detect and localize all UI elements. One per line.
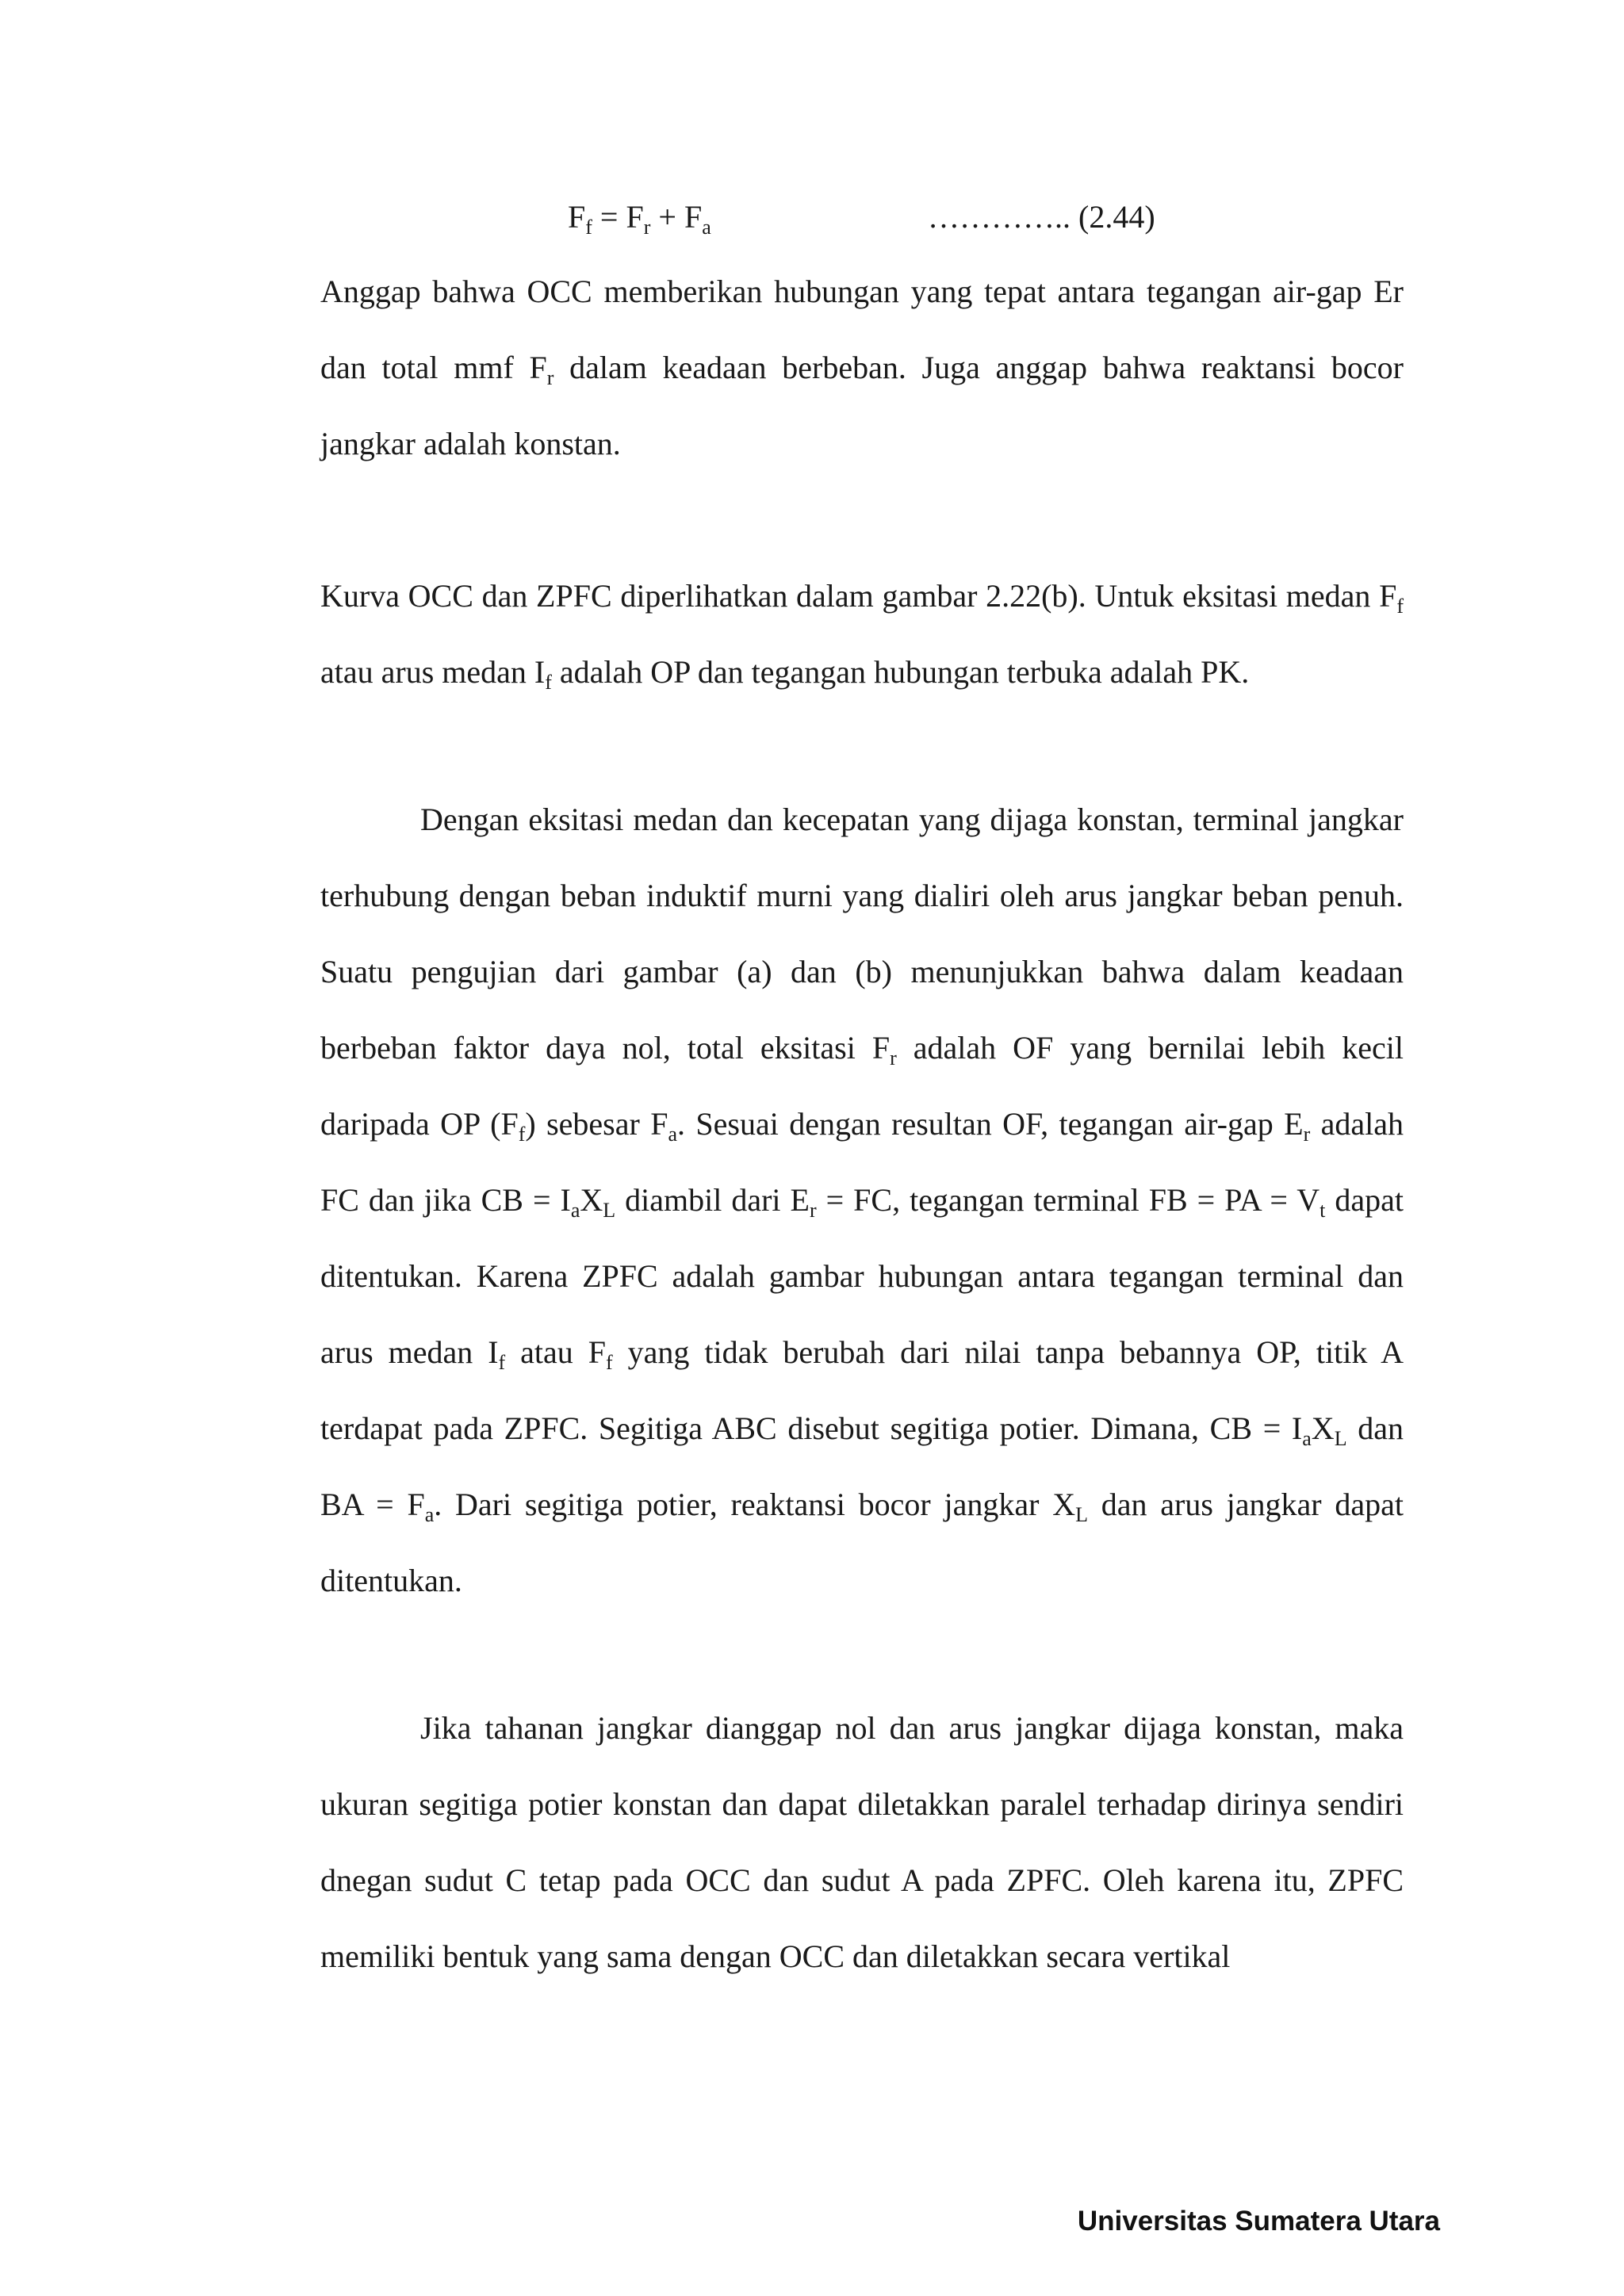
eq-text: F	[568, 199, 586, 235]
eq-subscript: a	[702, 216, 711, 239]
subscript: r	[546, 366, 554, 389]
equation-2-44	[568, 193, 1170, 241]
text-run: dalam keadaan berbeban. Juga anggap bahwa reaktansi bocor jangkar adalah konstan.	[320, 350, 1404, 461]
subscript: r	[890, 1047, 897, 1070]
equation-number: ………….. (2.44)	[928, 199, 1155, 235]
text-run: atau F	[505, 1334, 607, 1370]
text-run: . Dari segitiga potier, reaktansi bocor jangkar X	[434, 1487, 1076, 1522]
paragraph-1	[320, 254, 1404, 482]
eq-text: + F	[650, 199, 703, 235]
text-run: diambil dari E	[615, 1182, 810, 1218]
subscript: a	[1302, 1427, 1312, 1450]
text-run: X	[1311, 1410, 1335, 1446]
subscript: r	[809, 1199, 817, 1222]
text-run: dapat ditentukan. Karena ZPFC adalah gambar hubungan antara tegangan terminal dan arus medan I	[320, 1182, 1404, 1370]
text-run: adalah OP dan tegangan hubungan terbuka adalah PK.	[551, 654, 1250, 690]
text-run: . Sesuai dengan resultan OF, tegangan air-gap E	[677, 1106, 1304, 1142]
subscript: f	[498, 1351, 506, 1374]
eq-subscript: r	[643, 216, 651, 239]
subscript: r	[1303, 1123, 1311, 1146]
text-run: Kurva OCC dan ZPFC diperlihatkan dalam gambar 2.22(b). Untuk eksitasi medan F	[320, 578, 1397, 614]
paragraph-2	[320, 558, 1404, 710]
paragraph-4: Jika tahanan jangkar dianggap nol dan arus jangkar dijaga konstan, maka ukuran segitiga potier konstan dan dapat diletakkan paralel terhadap dirinya sendiri dnegan sudut C tetap pada OCC dan sudut A pada ZPFC. Oleh karena itu, ZPFC memiliki bentuk yang sama dengan OCC dan diletakkan secara vertikal	[320, 1710, 1404, 1974]
paragraph-3	[320, 782, 1404, 1619]
subscript: a	[424, 1503, 435, 1526]
text-run: dan arus jangkar dapat ditentukan.	[320, 1487, 1404, 1598]
text-run: atau arus medan I	[320, 654, 546, 690]
subscript: L	[1075, 1503, 1088, 1526]
subscript: t	[1320, 1199, 1326, 1222]
eq-subscript: f	[585, 216, 592, 239]
subscript: L	[1334, 1427, 1347, 1450]
page-footer: Universitas Sumatera Utara	[1077, 2206, 1440, 2237]
text-run: Dengan eksitasi medan dan kecepatan yang dijaga konstan, terminal jangkar terhubung dengan beban induktif murni yang dialiri oleh arus jangkar beban penuh. Suatu pengujian dari gambar (a) dan (b) menunjukkan bahwa dalam keadaan berbeban faktor daya nol, total eksitasi F	[320, 802, 1404, 1066]
eq-text: = F	[592, 199, 644, 235]
subscript: f	[1396, 595, 1404, 618]
subscript: L	[603, 1199, 616, 1222]
text-run: ) sebesar F	[525, 1106, 668, 1142]
subscript: a	[570, 1199, 580, 1222]
text-run: = FC, tegangan terminal FB = PA = V	[816, 1182, 1320, 1218]
subscript: f	[545, 671, 552, 694]
subscript: a	[668, 1123, 678, 1146]
text-run: yang tidak berubah dari nilai tanpa bebannya OP, titik A terdapat pada ZPFC. Segitiga ABC disebut segitiga potier. Dimana, CB = I	[320, 1334, 1404, 1446]
subscript: f	[606, 1351, 613, 1374]
text-run: X	[580, 1182, 603, 1218]
equation-formula	[568, 193, 711, 241]
text-run: dan BA = F	[320, 1410, 1404, 1522]
subscript: f	[518, 1123, 526, 1146]
text-run: adalah OF yang bernilai lebih kecil daripada OP (F	[320, 1030, 1404, 1142]
text-run: adalah FC dan jika CB = I	[320, 1106, 1404, 1218]
text-run: Anggap bahwa OCC memberikan hubungan yang tepat antara tegangan air-gap Er dan total mmf F	[320, 274, 1404, 385]
